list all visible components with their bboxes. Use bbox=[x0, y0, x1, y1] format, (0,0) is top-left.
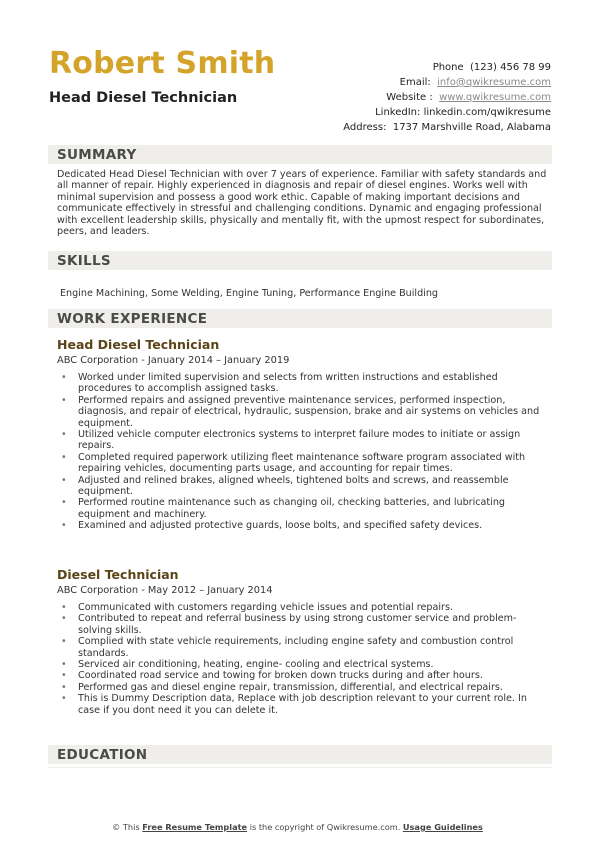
list-item: • Performed repairs and assigned preventive maintenance services, performed inspection, diagnosis, and repair of electrical, hydraulic, suspension, brake and air systems on vehicles and equipment. bbox=[57, 395, 549, 429]
contact-website bbox=[251, 90, 551, 105]
list-item: • Completed required paperwork utilizing fleet maintenance software program associated with repairing vehicles, documenting parts usage, and accounting for repair times. bbox=[57, 452, 549, 475]
summary-section-header bbox=[48, 145, 552, 164]
summary-heading: SUMMARY bbox=[57, 147, 137, 163]
contact-block bbox=[251, 60, 551, 135]
contact-address bbox=[251, 120, 551, 135]
contact-website-link[interactable]: www.qwikresume.com bbox=[439, 92, 551, 103]
skills-heading: SKILLS bbox=[57, 253, 111, 269]
education-heading: EDUCATION bbox=[57, 747, 148, 763]
footer-middle: is the copyright of Qwikresume.com. bbox=[249, 822, 401, 832]
candidate-job-title: Head Diesel Technician bbox=[49, 90, 238, 106]
job-bullets bbox=[57, 602, 549, 716]
job-title: Diesel Technician bbox=[57, 567, 179, 582]
footer-prefix: © This bbox=[112, 822, 140, 832]
job-company: ABC Corporation - May 2012 – January 2014 bbox=[57, 585, 273, 596]
contact-email-link[interactable]: info@qwikresume.com bbox=[437, 77, 551, 88]
list-item: • Contributed to repeat and referral business by using strong customer service and problem-solving skills. bbox=[57, 613, 549, 636]
footer-copyright bbox=[0, 822, 595, 832]
job-company: ABC Corporation - January 2014 – January 2019 bbox=[57, 355, 290, 366]
list-item: • Communicated with customers regarding vehicle issues and potential repairs. bbox=[57, 602, 549, 613]
experience-heading: WORK EXPERIENCE bbox=[57, 311, 208, 327]
contact-phone-label: Phone bbox=[432, 62, 464, 73]
candidate-name: Robert Smith bbox=[49, 46, 276, 81]
contact-linkedin bbox=[251, 105, 551, 120]
list-item: • Worked under limited supervision and selects from written instructions and established procedures to accomplish assigned tasks. bbox=[57, 372, 549, 395]
contact-email bbox=[251, 75, 551, 90]
contact-linkedin-value: linkedin.com/qwikresume bbox=[423, 107, 551, 118]
list-item: • Utilized vehicle computer electronics systems to interpret failure modes to initiate or assign repairs. bbox=[57, 429, 549, 452]
job-bullets bbox=[57, 372, 549, 532]
job-title: Head Diesel Technician bbox=[57, 337, 220, 352]
contact-linkedin-label: LinkedIn: bbox=[375, 107, 421, 118]
skills-section-header bbox=[48, 251, 552, 270]
summary-paragraph: Dedicated Head Diesel Technician with over 7 years of experience. Familiar with safety standards and all manner of repair. Highly experienced in diagnosis and repair of diesel engines. Works well with minimal supervision and possess a good work ethic. Capable of making important decisions and communicate effectively in stressful and challenging conditions. Dynamic and engaging professional with excellent leadership skills, physically and mentally fit, with the upmost respect for subordinates, peers, and leaders. bbox=[57, 169, 547, 238]
education-section-header bbox=[48, 745, 552, 764]
list-item: • Complied with state vehicle requirements, including engine safety and combustion control standards. bbox=[57, 636, 549, 659]
free-resume-template-link[interactable]: Free Resume Template bbox=[142, 822, 248, 832]
divider bbox=[48, 767, 552, 768]
list-item: • Coordinated road service and towing for broken down trucks during and after hours. bbox=[57, 670, 549, 681]
contact-address-value: 1737 Marshville Road, Alabama bbox=[392, 122, 551, 133]
contact-phone-value: (123) 456 78 99 bbox=[470, 62, 551, 73]
list-item: • Examined and adjusted protective guards, loose bolts, and specified safety devices. bbox=[57, 520, 549, 531]
list-item: • Performed routine maintenance such as changing oil, checking batteries, and lubricating equipment and machinery. bbox=[57, 497, 549, 520]
contact-website-label: Website : bbox=[386, 92, 433, 103]
list-item: • Adjusted and relined brakes, aligned wheels, tightened bolts and screws, and reassemble equipment. bbox=[57, 475, 549, 498]
contact-address-label: Address: bbox=[343, 122, 387, 133]
skills-list: Engine Machining, Some Welding, Engine Tuning, Performance Engine Building bbox=[60, 288, 439, 299]
experience-section-header bbox=[48, 309, 552, 328]
list-item: • This is Dummy Description data, Replace with job description relevant to your current role. In case if you dont need it you can delete it. bbox=[57, 693, 549, 716]
contact-email-label: Email: bbox=[399, 77, 431, 88]
list-item: • Performed gas and diesel engine repair, transmission, differential, and electrical repairs. bbox=[57, 682, 549, 693]
contact-phone bbox=[251, 60, 551, 75]
list-item: • Serviced air conditioning, heating, engine- cooling and electrical systems. bbox=[57, 659, 549, 670]
usage-guidelines-link[interactable]: Usage Guidelines bbox=[402, 822, 483, 832]
